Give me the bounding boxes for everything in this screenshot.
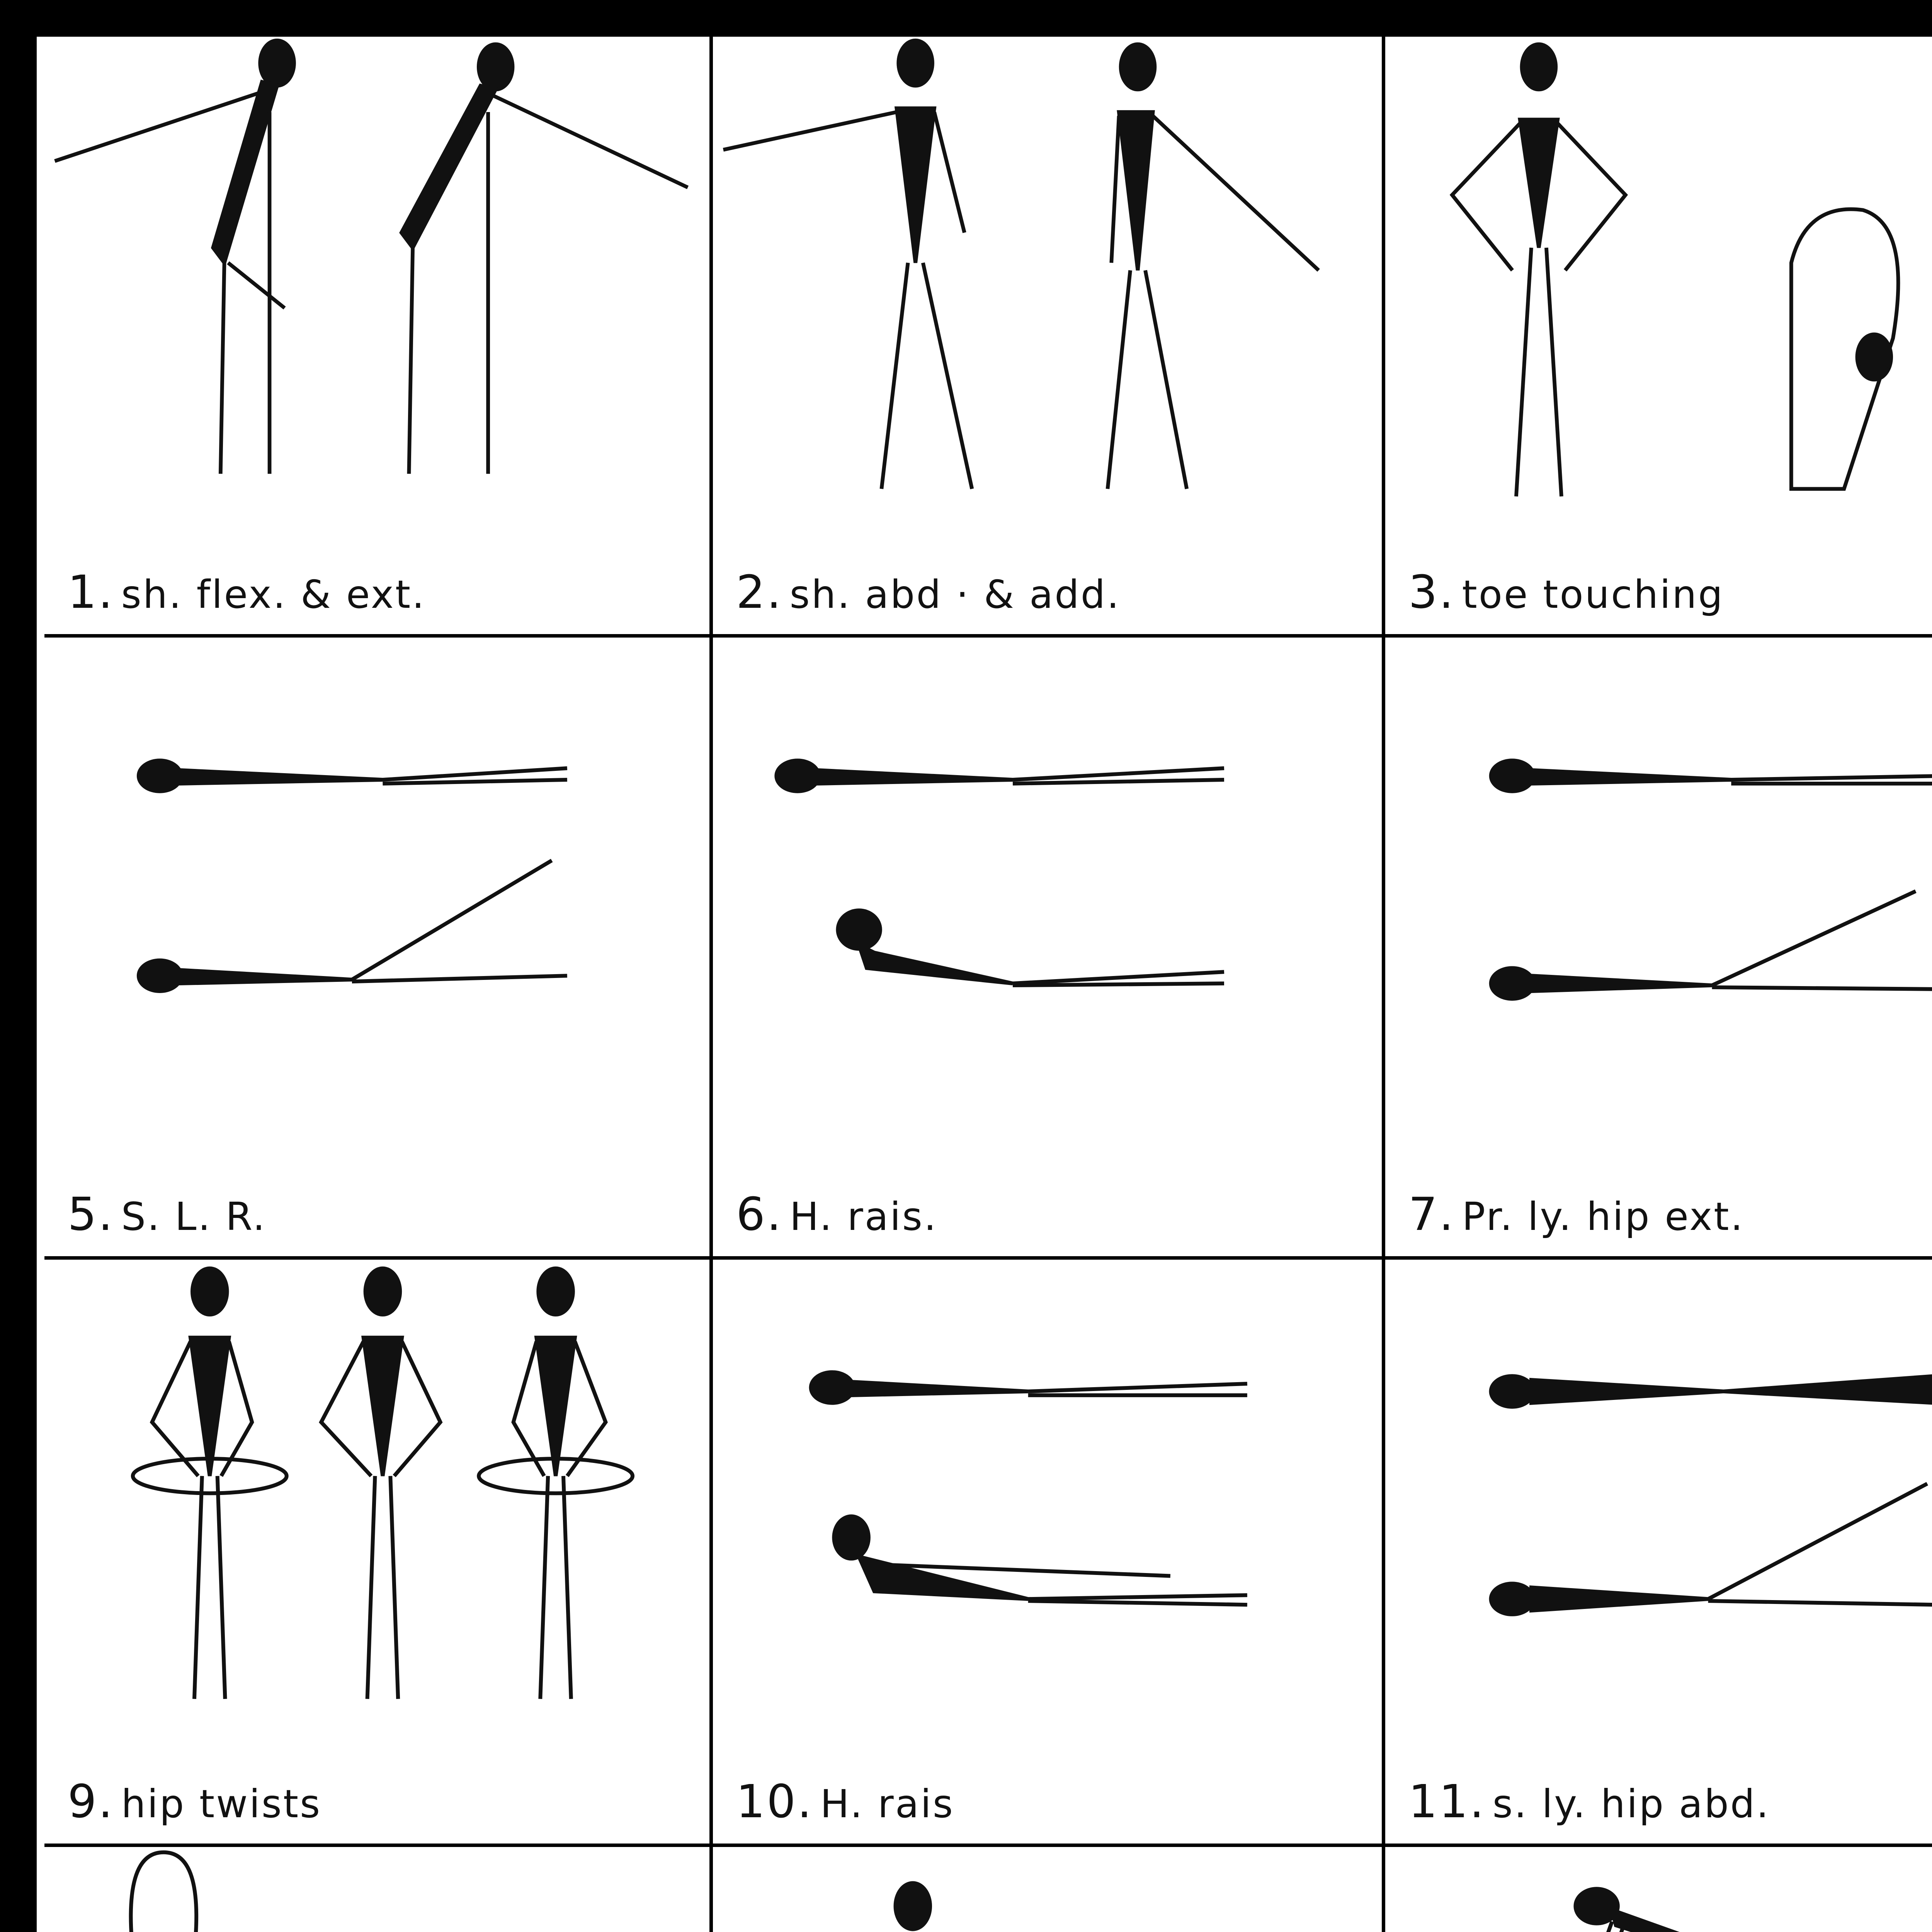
- exercise-card-2: [713, 37, 1385, 638]
- exercise-card-9: [44, 1260, 713, 1847]
- figure-squats: [713, 1847, 1382, 1932]
- figure-s-ly-hip-abd: [1385, 1260, 1932, 1738]
- exercise-card-1: [44, 37, 713, 638]
- exercise-caption: 11. s. ly. hip abd.: [1408, 1775, 1770, 1828]
- exercise-caption: 6. H. rais.: [736, 1187, 938, 1241]
- exercise-caption: 9. hip twists: [68, 1775, 322, 1828]
- figure-press-ups-from-chair: [1385, 1847, 1932, 1932]
- exercise-card-15: [1385, 1847, 1932, 1932]
- figure-toe-touching: [1385, 37, 1932, 527]
- figure-sh-flex-ext: [44, 37, 709, 527]
- figure-pr-ly-hip-ext: [1385, 638, 1932, 1145]
- figure-sh-abd-add: [713, 37, 1382, 527]
- exercise-card-3: [1385, 37, 1932, 638]
- exercise-card-10: [713, 1260, 1385, 1847]
- figure-h-rais-arms: [713, 1260, 1382, 1738]
- exercise-caption: 2. sh. abd · & add.: [736, 565, 1121, 619]
- exercise-grid: [44, 37, 1932, 1932]
- exercise-card-6: [713, 638, 1385, 1260]
- exercise-card-11: [1385, 1260, 1932, 1847]
- figure-slr: [44, 638, 709, 1145]
- exercise-sheet: [37, 37, 1932, 1932]
- exercise-card-14: [713, 1847, 1385, 1932]
- figure-toe-touching-2: [44, 1847, 709, 1932]
- exercise-caption: 1. sh. flex. & ext.: [68, 565, 426, 619]
- exercise-card-7: [1385, 638, 1932, 1260]
- exercise-card-5: [44, 638, 713, 1260]
- exercise-caption: 10. H. rais: [736, 1775, 954, 1828]
- exercise-caption: 3. toe touching: [1408, 565, 1725, 619]
- exercise-caption: 5. S. L. R.: [68, 1187, 267, 1241]
- figure-hip-twists: [44, 1260, 709, 1738]
- figure-h-rais: [713, 638, 1382, 1145]
- exercise-caption: 7. Pr. ly. hip ext.: [1408, 1187, 1745, 1241]
- exercise-card-13: [44, 1847, 713, 1932]
